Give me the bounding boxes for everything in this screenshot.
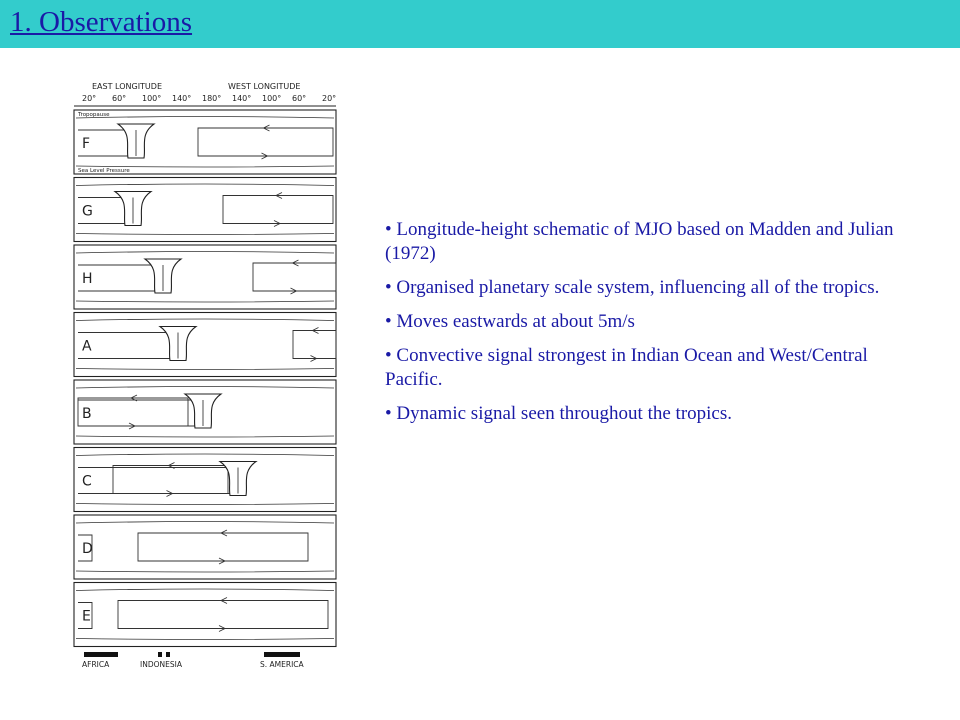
region-bar [264,652,300,657]
panel-h [74,245,336,309]
panel-c [74,448,336,512]
bullet-item: • Dynamic signal seen throughout the tropics. [385,403,733,424]
longitude-tick: 60° [292,94,307,103]
panel-label: A [82,338,92,355]
region-label: INDONESIA [140,660,182,669]
tropopause-label: Tropopause [78,112,110,118]
region-label: AFRICA [82,660,110,669]
east-longitude-label: EAST LONGITUDE [92,82,163,91]
panel-g [74,178,336,242]
slp-label: Sea Level Pressure [78,168,130,174]
bullet-item: • Organised planetary scale system, influencing all of the tropics. [385,277,880,298]
longitude-tick: 20° [82,94,97,103]
region-bar [158,652,162,657]
panel-a [74,313,336,377]
panel-label: E [82,608,91,625]
region-bar [166,652,170,657]
longitude-tick: 100° [142,94,162,103]
mjo-schematic [68,76,344,710]
bullet-list [385,218,905,436]
longitude-tick: 20° [322,94,337,103]
panel-label: C [82,473,92,490]
panel-d [74,515,336,579]
panel-label: F [82,136,91,152]
bullet-item: • Longitude-height schematic of MJO based on Madden and Julian (1972) [385,219,894,264]
region-bar [84,652,118,657]
slide-title[interactable]: 1. Observations [10,6,193,38]
panel-f [74,110,336,174]
panel-b [74,380,336,444]
bullet-item: • Moves eastwards at about 5m/s [385,311,635,332]
west-longitude-label: WEST LONGITUDE [228,82,301,91]
panel-label: G [82,203,93,220]
longitude-tick: 100° [262,94,282,103]
longitude-tick: 60° [112,94,127,103]
region-markers [82,652,305,669]
longitude-tick: 140° [172,94,192,103]
longitude-tick: 180° [202,94,222,103]
title-bar [0,0,960,48]
longitude-tick: 140° [232,94,252,103]
bullet-item: • Convective signal strongest in Indian Ocean and West/Central Pacific. [385,345,868,390]
panels [74,110,336,647]
panel-e [74,583,336,647]
panel-label: H [82,271,93,287]
longitude-ticks [82,94,336,103]
region-label: S. AMERICA [260,660,304,669]
panel-label: B [82,406,92,422]
panel-label: D [82,541,93,557]
